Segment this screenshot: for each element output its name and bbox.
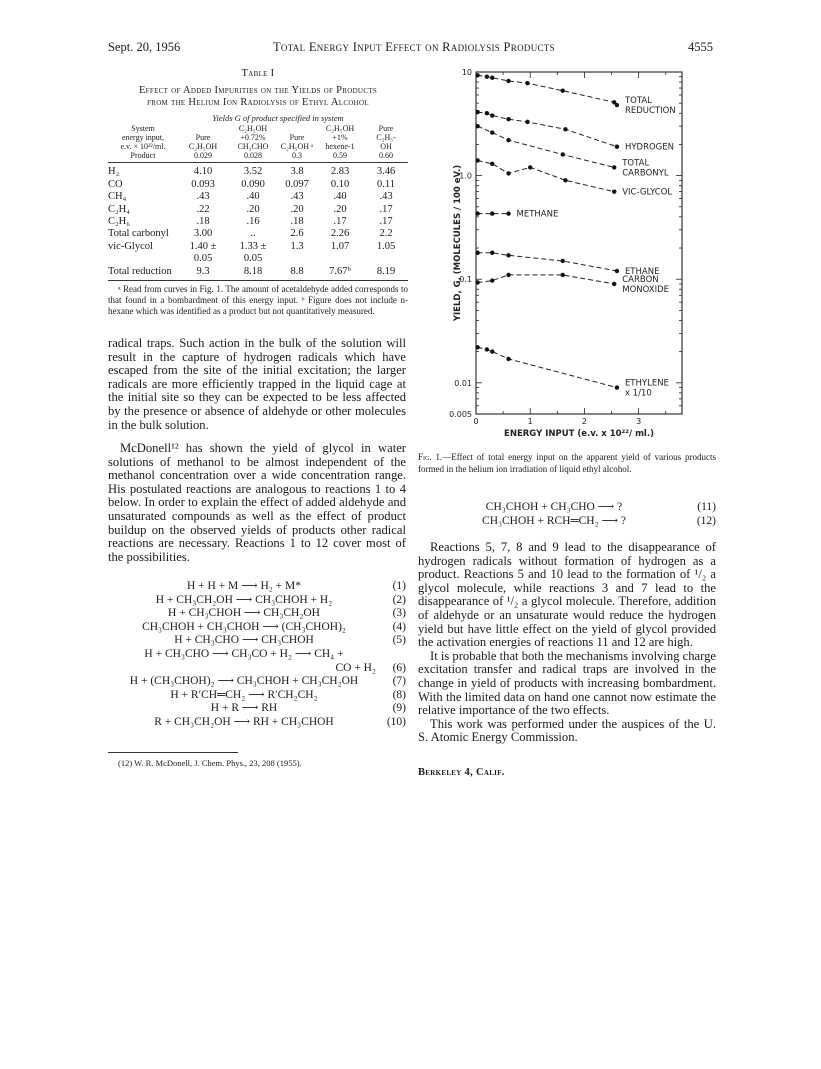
table-row-label: vic-Glycol: [108, 240, 153, 252]
series-label: ETHANE: [624, 267, 660, 278]
table-row-label: CO: [108, 178, 123, 190]
figure-1-chart: [414, 64, 722, 449]
table-cell: 7.67ᵇ: [316, 266, 364, 281]
table-cell: .43: [290, 191, 304, 203]
equation: [418, 514, 716, 528]
table-cell: .20: [246, 203, 260, 215]
data-point: [506, 211, 510, 215]
table-caption: [108, 68, 408, 110]
table-cell: 2.26: [330, 228, 350, 240]
table-cell: 3.00: [193, 228, 213, 240]
table-row: [108, 216, 408, 228]
data-point: [485, 111, 489, 115]
data-point: [485, 75, 489, 79]
table-row: [108, 241, 408, 253]
y-tick-label: 0.1: [459, 275, 472, 285]
table-row-label: Total carbonyl: [108, 228, 169, 240]
table-header-col: C₂H₅OH +0.72% CH₃CHO 0.028: [228, 124, 278, 163]
table-cell: 3.8: [290, 166, 304, 178]
equation-number: (11): [697, 501, 716, 513]
data-point: [490, 349, 494, 353]
table-cell: .22: [196, 203, 210, 215]
data-point: [561, 88, 565, 92]
table-subheader: Yields G of product specified in system: [212, 112, 344, 123]
table-block: [108, 68, 408, 316]
table-row: [108, 266, 408, 281]
table-cell: 0.05: [193, 253, 213, 265]
figure-caption: [418, 452, 716, 475]
data-point: [525, 81, 529, 85]
data-point: [506, 273, 510, 277]
data-point: [525, 120, 529, 124]
table-row-label: C₂H₆: [108, 216, 130, 227]
equation-number: (8): [392, 688, 406, 701]
series-line: [478, 75, 617, 105]
data-point: [506, 253, 510, 257]
equation: [108, 607, 406, 621]
equation-expression: H + (CH₃CHOH)₂ ⟶ CH₃CHOH + CH₃CH₂OH: [129, 675, 359, 688]
table-cell: 2.6: [290, 228, 304, 240]
table-cell: 0.05: [243, 253, 263, 265]
data-point: [485, 347, 489, 351]
x-tick-label: 2: [581, 417, 587, 426]
table-cell: .40: [333, 191, 347, 203]
table-cell: 1.33 ±: [239, 240, 267, 252]
equation-expression: H + R′CH═CH₂ ⟶ R′CH₂CH₂: [170, 688, 318, 701]
table-row: [108, 204, 408, 216]
x-tick-label: 3: [636, 417, 642, 426]
equation-expression: H + CH₃CH₂OH ⟶ CH₃CHOH + H₂: [155, 593, 333, 606]
table-cell: 8.18: [228, 266, 278, 281]
data-point: [615, 103, 619, 107]
equation-number: (7): [392, 675, 406, 688]
data-point: [506, 357, 510, 361]
table-row-label: CH₄: [108, 191, 127, 203]
series-line: [478, 161, 615, 192]
y-tick-label: 1.0: [459, 171, 472, 181]
data-point: [506, 138, 510, 142]
series-line: [478, 126, 615, 167]
table-cell: 2.2: [379, 228, 393, 240]
data-point: [563, 178, 567, 182]
table-row: [108, 191, 408, 203]
table-cell: 1.40 ±: [189, 240, 217, 252]
figure-caption-text: —Effect of total energy input on the apparent yield of various products formed in the helium ion irradiation of liquid ethyl alcohol.: [418, 452, 716, 474]
y-axis-label: YIELD, G, (MOLECULES / 100 eV.): [453, 164, 463, 322]
equation: [108, 675, 406, 689]
series-label: VIC-GLYCOL: [622, 187, 673, 198]
equation: [108, 634, 406, 648]
equation-expression: H + CH₃CHOH ⟶ CH₃CH₂OH: [168, 607, 320, 620]
table-row-label: [108, 253, 178, 265]
series-label: ETHYLENE x 1/10: [624, 378, 669, 399]
table-footnote: ᵃ Read from curves in Fig. 1. The amount of acetaldehyde added corresponds to that found in a bombardment of this energy input. ᵇ Figure does not include n-hexane which was identified as a product but not quantitatively measured.: [108, 284, 408, 316]
data-point: [561, 259, 565, 263]
table-cell: 4.10: [193, 166, 213, 178]
equation-expression: H + CH₃CHO ⟶ CH₃CO + H₂ ⟶ CH₄ +: [144, 647, 344, 660]
equation: [108, 580, 406, 594]
data-point: [563, 127, 567, 131]
table-cell: 0.10: [330, 178, 350, 190]
data-point: [561, 273, 565, 277]
equation-expression: CH₃CHOH + RCH═CH₂ ⟶ ?: [482, 515, 626, 527]
equation-expression: CH₃CHOH + CH₃CHO ⟶ ?: [485, 501, 623, 513]
table-cell: 0.093: [191, 178, 215, 190]
equation-number: (9): [392, 702, 406, 715]
table-cell: .18: [196, 216, 210, 227]
table-header-system: System energy input, e.v. × 10²²/ml. Product: [108, 124, 178, 163]
equation-expression: R + CH₃CH₂OH ⟶ RH + CH₃CHOH: [154, 715, 334, 728]
series-line: [478, 275, 615, 284]
data-table: [108, 124, 408, 281]
equation-number: (12): [696, 515, 716, 527]
table-cell: 9.3: [178, 266, 228, 281]
equation-expression: H + CH₃CHO ⟶ CH₃CHOH: [174, 634, 314, 647]
paragraph-4: It is probable that both the mechanisms involving charge excitation transfer and radical traps are involved in the change in yield of products with increasing bombardment. With the limited data on hand one cannot now estimate the relative importance of the two effects.: [418, 648, 716, 718]
data-point: [475, 345, 479, 349]
data-point: [612, 282, 616, 286]
equation-expression: H + H + M ⟶ H₂ + M*: [186, 580, 302, 592]
data-point: [561, 152, 565, 156]
table-cell: 0.090: [241, 178, 265, 190]
paragraph-1: radical traps. Such action in the bulk of the solution will result in the capture of hydrogen radicals which have escaped from the site of the initial excitation; the larger radicals are more efficiently trapped in the liquid cage at the initial site so they can be expected to be less affected by the presence or absence of aldehyde or other molecules in the bulk solution.: [108, 336, 406, 432]
equation-number: (2): [392, 593, 406, 606]
table-cell: 2.83: [330, 166, 350, 178]
series-line: [478, 253, 617, 271]
y-tick-label: 0.01: [454, 378, 472, 388]
equation-number: (3): [392, 607, 406, 620]
x-axis-label: ENERGY INPUT (e.v. x 10²²/ ml.): [504, 429, 654, 439]
data-point: [490, 211, 494, 215]
equation: [108, 594, 406, 608]
table-caption-line2: from the Helium Ion Radiolysis of Ethyl Alcohol: [147, 97, 369, 109]
data-point: [475, 211, 479, 215]
data-point: [615, 385, 619, 389]
equation-number: (1): [392, 580, 406, 592]
data-point: [612, 165, 616, 169]
table-cell: .17: [379, 216, 393, 227]
series-label: METHANE: [516, 209, 559, 220]
x-tick-label: 1: [527, 417, 533, 426]
table-cell: 8.8: [278, 266, 316, 281]
table-cell: 1.3: [290, 240, 304, 252]
paragraph-3: Reactions 5, 7, 8 and 9 lead to the disappearance of hydrogen radicals without formation of hydrogen as a product. Reactions 5 and 10 lead to the formation of ¹/₂ a glycol molecule, while reactions 3 and 7 lead to the disappearance of ¹/₂ a glycol molecule. Therefore, addition of aldehyde or an unsaturate would reduce the hydrogen yield but have little effect on the yield of glycol provided the activation energies of reactions 11 and 12 are high.: [418, 540, 716, 650]
table-cell: 0.097: [285, 178, 309, 190]
series-line: [478, 347, 617, 387]
data-point: [475, 158, 479, 162]
table-label: Table I: [241, 68, 275, 79]
table-cell: .16: [246, 216, 260, 227]
byline: Berkeley 4, Calif.: [418, 767, 505, 778]
series-label: TOTAL REDUCTION: [624, 96, 676, 117]
y-tick-label: 0.005: [449, 410, 472, 419]
table-cell: [316, 253, 364, 265]
equation-number: (4): [392, 620, 406, 633]
table-cell: 8.19: [364, 266, 408, 281]
footnote-rule: [108, 752, 238, 753]
equation-number: (6): [392, 661, 406, 674]
table-cell: .40: [246, 191, 260, 203]
equation-number: (5): [392, 634, 406, 647]
equation-continuation: CO + H₂: [335, 661, 376, 674]
equation-expression: H + R ⟶ RH: [210, 702, 278, 715]
table-row: [108, 163, 408, 179]
equation: [108, 621, 406, 635]
data-point: [612, 189, 616, 193]
equations-block: [108, 580, 406, 730]
table-header-col: Pure C₂H₅OH ᵃ 0.3: [278, 124, 316, 163]
table-row: [108, 253, 408, 265]
data-point: [490, 251, 494, 255]
data-point: [528, 165, 532, 169]
table-cell: .17: [333, 216, 347, 227]
table-cell: 0.11: [377, 178, 395, 190]
table-header-col: Pure C₂H₅OH 0.029: [178, 124, 228, 163]
data-point: [475, 280, 479, 284]
data-point: [475, 124, 479, 128]
chart-frame: [476, 72, 682, 414]
data-point: [490, 278, 494, 282]
table-cell: 1.07: [330, 240, 350, 252]
data-point: [490, 113, 494, 117]
series-label: TOTAL CARBONYL: [622, 158, 669, 179]
table-row: [108, 228, 408, 240]
table-cell: .43: [196, 191, 210, 203]
series-line: [478, 112, 617, 147]
table-header-col: C₂H₅OH +1% hexene-1 0.59: [316, 124, 364, 163]
table-row-label: Total reduction: [108, 266, 178, 281]
equation: [108, 648, 406, 675]
header-date: Sept. 20, 1956: [108, 40, 181, 54]
series-label: HYDROGEN: [624, 142, 674, 153]
reference-12: (12) W. R. McDonell, J. Chem. Phys., 23, 208 (1955).: [118, 758, 302, 768]
table-header-col: Pure C₂H₅- OH 0.60: [364, 124, 408, 163]
table-caption-line1: Effect of Added Impurities on the Yields of Products: [138, 84, 378, 96]
equation: [418, 500, 716, 514]
table-cell: .20: [333, 203, 347, 215]
right-column-text: [418, 541, 716, 745]
series-label: CARBON MONOXIDE: [622, 274, 670, 295]
data-point: [490, 130, 494, 134]
y-tick-label: 10: [461, 68, 472, 77]
data-point: [490, 76, 494, 80]
table-cell: .43: [379, 191, 393, 203]
table-cell: [278, 253, 316, 265]
figure-caption-label: Fig. 1.: [418, 452, 443, 462]
table-cell: 1.05: [376, 240, 396, 252]
x-tick-label: 0: [473, 417, 479, 426]
data-point: [490, 162, 494, 166]
paragraph-5: This work was performed under the auspices of the U. S. Atomic Energy Commission.: [418, 716, 716, 745]
table-cell: 3.46: [376, 166, 396, 178]
data-point: [615, 269, 619, 273]
data-point: [475, 73, 479, 77]
table-row-label: C₂H₄: [108, 203, 130, 215]
table-cell: 3.52: [243, 166, 263, 178]
data-point: [475, 110, 479, 114]
equation: [108, 716, 406, 730]
table-cell: ..: [250, 228, 256, 240]
data-point: [475, 251, 479, 255]
equation: [108, 702, 406, 716]
equations-right-block: [418, 500, 716, 528]
table-cell: .20: [290, 203, 304, 215]
paragraph-2: McDonell¹² has shown the yield of glycol in water solutions of methanol to be almost independent of the methanol concentration over a wide concentration range. His postulated reactions are analogous to reactions 1 to 4 below. In order to explain the effect of added aldehyde and unsaturated compounds as well as the effect of product buildup on the observed yields of products other radical reactions are necessary. Reactions 1 to 12 cover most of the possibilities.: [108, 441, 406, 564]
table-cell: [364, 253, 408, 265]
running-title: Total Energy Input Effect on Radiolysis Products: [273, 40, 555, 54]
equation: [108, 689, 406, 703]
table-cell: .17: [379, 203, 393, 215]
table-row-label: H₂: [108, 166, 120, 178]
data-point: [506, 79, 510, 83]
table-row: [108, 179, 408, 191]
data-point: [506, 117, 510, 121]
data-point: [615, 145, 619, 149]
page-number: 4555: [688, 40, 713, 54]
equation-number: (10): [386, 715, 406, 728]
data-point: [506, 171, 510, 175]
table-cell: .18: [290, 216, 304, 227]
equation-expression: CH₃CHOH + CH₃CHOH ⟶ (CH₃CHOH)₂: [142, 620, 346, 633]
